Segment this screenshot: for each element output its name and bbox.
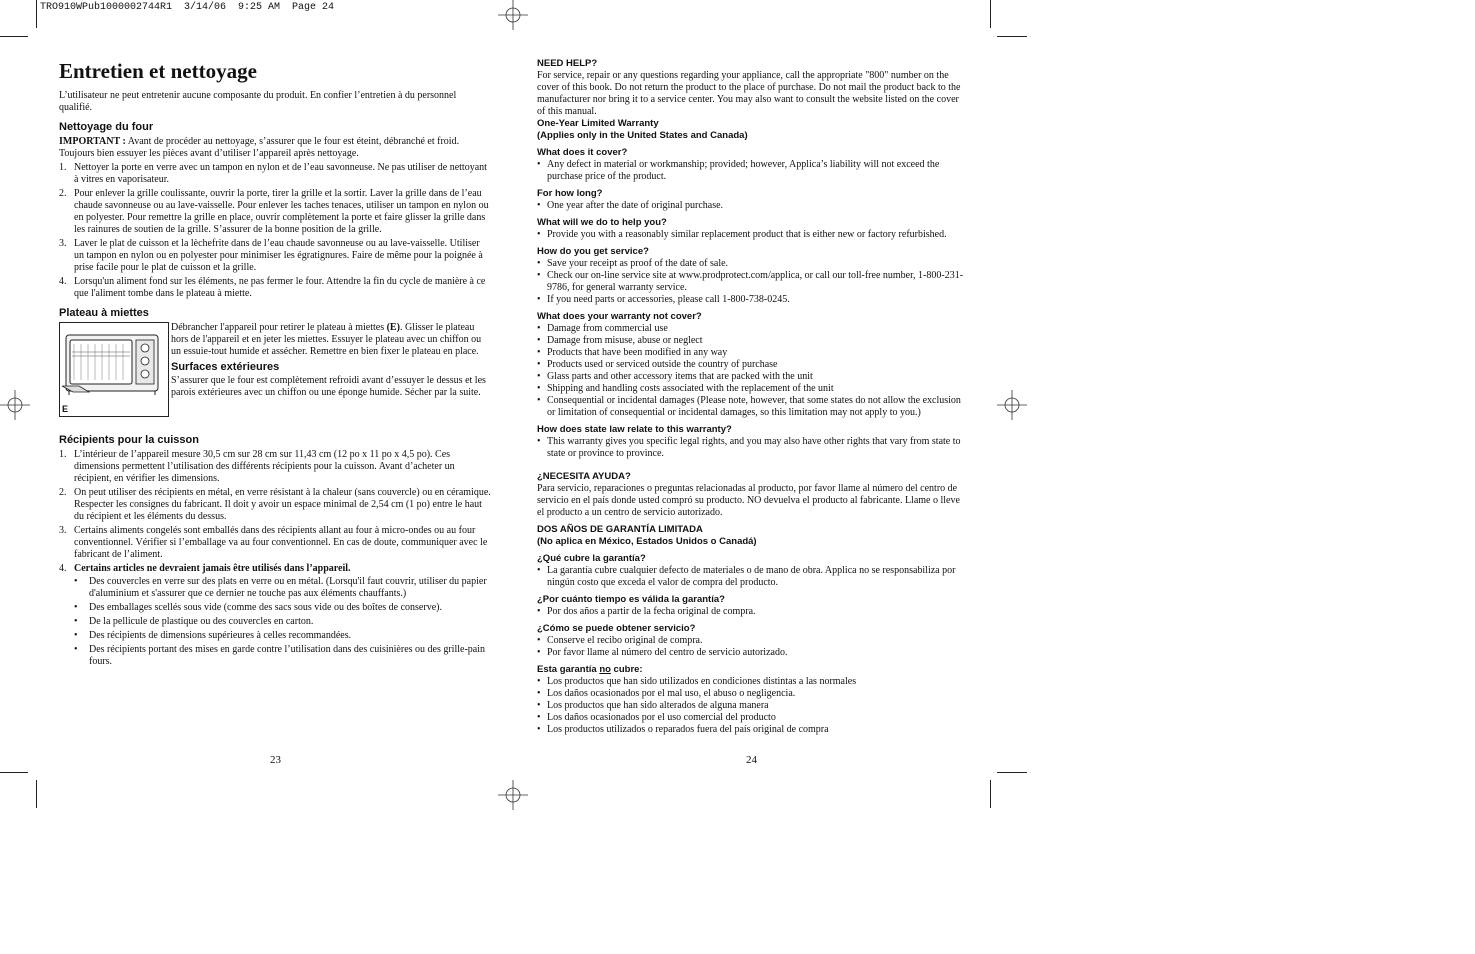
exterior-surfaces-heading: Surfaces extérieures — [171, 361, 280, 373]
warranty-section — [537, 424, 969, 460]
list-item: • Products that have been modified in any way — [537, 347, 969, 359]
oven-cleaning-heading: Nettoyage du four — [59, 121, 154, 133]
warranty-question: ¿Qué cubre la garantía? — [537, 553, 646, 564]
list-item: 3. Laver le plat de cuisson et la lèchefrite dans de l’eau chaude savonneuse ou au lave-vaisselle. Utiliser un tampon en nylon ou en polyester pour minimiser les égratignures. Faire de même pour la poignée à prise facile pour le plat de cuisson et la grille. — [59, 238, 483, 273]
warranty-section — [537, 246, 969, 306]
crumb-tray-text: Débrancher l'appareil pour retirer le plateau à miettes (E). Glisser le plateau hors de l'appareil et en jeter les miettes. Essuyer le plateau avec un chiffon ou un essuie-tout humide et assécher. Remettre en bien fixer le plateau en place. — [171, 322, 482, 357]
list-item: 4. Certains articles ne devraient jamais être utilisés dans l’appareil. • Des couvercles en verre sur des plats en verre ou en métal. (Lorsqu'il faut couvrir, utiliser du papier d'aluminium et s'assurer que ce dernier ne touche pas aux éléments chauffants.) • Des emballages scellés sous vide (comme des sacs sous vide ou des boîtes de conserve). • De la pellicule de plastique ou des couvercles en carton. • Des récipients de dimensions supérieures à celles recommandées. • Des récipients portant des mises en garde contre l’utilisation dans des cuisinières ou des grille-pain fours. — [59, 563, 491, 668]
important-text: Avant de procéder au nettoyage, s’assurer que le four est éteint, débranché et froid. Toujours bien essuyer les pièces avant d’utiliser l’appareil après nettoyage. — [59, 136, 460, 159]
never-use-list — [74, 576, 491, 668]
important-label: IMPORTANT : — [59, 136, 126, 147]
warranty-question: What does it cover? — [537, 147, 628, 158]
list-item: • Provide you with a reasonably similar replacement product that is either new or factory refurbished. — [537, 229, 969, 241]
list-item: • Los daños ocasionados por el mal uso, el abuso o negligencia. — [537, 688, 969, 700]
es-warranty-heading: DOS AÑOS DE GARANTÍA LIMITADA — [537, 524, 703, 535]
list-item: • Damage from commercial use — [537, 323, 969, 335]
page-number-right: 24 — [746, 754, 757, 766]
list-item: • Los daños ocasionados por el uso comercial del producto — [537, 712, 969, 724]
list-item: • Consequential or incidental damages (Please note, however, that some states do not allow the exclusion or limitation of consequential or incidental damages, so this limitation may not apply to you.) — [537, 395, 969, 419]
exterior-surfaces-text: S’assurer que le four est complètement refroidi avant d’essuyer le dessus et les parois extérieures avec un chiffon ou une éponge humide. Sécher par la suite. — [171, 375, 486, 398]
intro-text: L’utilisateur ne peut entretenir aucune composante du produit. En confier l’entretien à du personnel qualifié. — [59, 90, 457, 113]
warranty-section — [537, 311, 969, 419]
list-item: • Products used or serviced outside the country of purchase — [537, 359, 969, 371]
list-item: • Des récipients portant des mises en garde contre l’utilisation dans des cuisinières ou des grille-pain fours. — [74, 644, 491, 668]
crop-mark — [990, 780, 991, 808]
list-item: • Por favor llame al número del centro de servicio autorizado. — [537, 647, 969, 659]
es-warranty-section — [537, 623, 969, 659]
es-not-cover-heading: Esta garantía no cubre: — [537, 664, 643, 675]
registration-mark-icon — [0, 390, 30, 420]
crop-mark — [997, 772, 1027, 773]
list-item: • Des couvercles en verre sur des plats en verre ou en métal. (Lorsqu'il faut couvrir, utiliser du papier d'aluminium et s'assurer que ce dernier ne touche pas aux éléments chauffants.) — [74, 576, 491, 600]
warranty-question: For how long? — [537, 188, 603, 199]
warranty-question: ¿Cómo se puede obtener servicio? — [537, 623, 696, 634]
list-item: • Des emballages scellés sous vide (comme des sacs sous vide ou des boîtes de conserve). — [74, 602, 491, 614]
warranty-subheading: (Applies only in the United States and Canada) — [537, 130, 748, 141]
warranty-question: What does your warranty not cover? — [537, 311, 702, 322]
crop-mark — [997, 36, 1027, 37]
list-item: • La garantía cubre cualquier defecto de materiales o de mano de obra. Applica no se responsabiliza por ningún costo que exceda el valor de compra del producto. — [537, 565, 969, 589]
right-page — [537, 58, 969, 736]
list-item: • Por dos años a partir de la fecha original de compra. — [537, 606, 969, 618]
es-need-help-heading: ¿NECESITA AYUDA? — [537, 471, 631, 482]
crop-mark — [990, 0, 991, 28]
list-item: 1. Nettoyer la porte en verre avec un tampon en nylon et de l’eau savonneuse. Ne pas utiliser de nettoyant à vitres en vaporisateur. — [59, 162, 487, 185]
registration-mark-icon — [498, 780, 528, 810]
registration-mark-icon — [498, 0, 528, 30]
warranty-section — [537, 147, 969, 183]
oven-steps-list — [59, 162, 491, 300]
warranty-question: ¿Por cuánto tiempo es válida la garantía? — [537, 594, 725, 605]
list-item: 2. On peut utiliser des récipients en métal, en verre résistant à la chaleur (sans couvercle) ou en céramique. Respecter les consignes du fabricant. Il doit y avoir un espace minimal de 2,54 cm (1 po) entre le haut du récipient et les éléments du dessus. — [59, 487, 491, 522]
important-note — [59, 136, 491, 160]
page-number-left: 23 — [270, 754, 281, 766]
never-use-title: Certains articles ne devraient jamais être utilisés dans l’appareil. — [74, 563, 351, 574]
cooking-containers-heading: Récipients pour la cuisson — [59, 434, 199, 446]
crop-mark — [0, 36, 28, 37]
es-warranty-subheading: (No aplica en México, Estados Unidos o Canadá) — [537, 536, 757, 547]
crop-mark — [36, 780, 37, 808]
list-item: • De la pellicule de plastique ou des couvercles en carton. — [74, 616, 491, 628]
registration-mark-icon — [997, 390, 1027, 420]
list-item: • Glass parts and other accessory items that are packed with the unit — [537, 371, 969, 383]
list-item: • If you need parts or accessories, please call 1-800-738-0245. — [537, 294, 969, 306]
warranty-section — [537, 217, 969, 241]
warranty-question: What will we do to help you? — [537, 217, 667, 228]
list-item: • Save your receipt as proof of the date of sale. — [537, 258, 969, 270]
es-warranty-section — [537, 553, 969, 589]
warranty-question: How does state law relate to this warranty? — [537, 424, 732, 435]
warranty-section — [537, 188, 969, 212]
containers-steps-list — [59, 449, 491, 668]
list-item: • Los productos que han sido alterados de alguna manera — [537, 700, 969, 712]
list-item: • Shipping and handling costs associated with the replacement of the unit — [537, 383, 969, 395]
print-slug: TRO910WPub1000002744R1 3/14/06 9:25 AM Page 24 — [40, 2, 335, 13]
list-item: • Los productos que han sido utilizados en condiciones distintas a las normales — [537, 676, 969, 688]
list-item: 1. L’intérieur de l’appareil mesure 30,5 cm sur 28 cm sur 11,43 cm (12 po x 11 po x 4,5 po). Ces dimensions permettent l’utilisation des différents récipients pour la cuisson. Avant d’acheter un récipient, en vérifier les dimensions. — [59, 449, 455, 484]
toaster-oven-illustration-icon — [59, 322, 169, 417]
list-item: 3. Certains aliments congelés sont emballés dans des récipients allant au four à micro-ondes ou au four conventionnel. Vérifier si l’emballage va au four conventionnel. En cas de doute, communiquer avec le fabricant de l’aliment. — [59, 525, 488, 560]
list-item: • Conserve el recibo original de compra. — [537, 635, 969, 647]
crumb-tray-text-block — [171, 322, 491, 399]
list-item: • This warranty gives you specific legal rights, and you may also have other rights that vary from state to state or province to province. — [537, 436, 969, 460]
list-item: • Check our on-line service site at www.prodprotect.com/applica, or call our toll-free number, 1-800-231-9786, for general warranty service. — [537, 270, 969, 294]
es-warranty-section — [537, 594, 969, 618]
crop-mark — [0, 772, 28, 773]
list-item: • One year after the date of original purchase. — [537, 200, 969, 212]
page-title: Entretien et nettoyage — [59, 59, 257, 83]
list-item: • Des récipients de dimensions supérieures à celles recommandées. — [74, 630, 491, 642]
list-item: 2. Pour enlever la grille coulissante, ouvrir la porte, tirer la grille et la sortir. Laver la grille dans de l’eau chaude savonneuse ou au lave-vaisselle. Pour enlever les taches tenaces, utiliser un tampon en nylon ou en polyester. Pour remettre la grille en place, ouvrir complètement la porte et faire glisser la grille dans les rainures de soutien de la grille. S’assurer de la bonne position de la grille. — [59, 188, 489, 235]
crop-mark — [36, 0, 37, 28]
warranty-question: How do you get service? — [537, 246, 649, 257]
list-item: 4. Lorsqu'un aliment fond sur les éléments, ne pas fermer le four. Attendre la fin du cycle de manière à ce que l'aliment tombe dans le plateau à miette. — [59, 276, 486, 299]
list-item: • Los productos utilizados o reparados fuera del país original de compra — [537, 724, 969, 736]
crumb-tray-section — [59, 322, 491, 427]
left-page — [59, 58, 491, 670]
need-help-text: For service, repair or any questions regarding your appliance, call the appropriate "800" number on the cover of this book. Do not return the product to the place of purchase. Do not mail the product back to the manufacturer nor bring it to a service center. You may also want to consult the website listed on the cover of this manual. — [537, 70, 961, 117]
list-item: • Any defect in material or workmanship; provided; however, Applica’s liability will not exceed the purchase price of the product. — [537, 159, 969, 183]
warranty-heading: One-Year Limited Warranty — [537, 118, 659, 129]
es-warranty-section — [537, 664, 969, 736]
crumb-tray-heading: Plateau à miettes — [59, 307, 149, 319]
es-need-help-text: Para servicio, reparaciones o preguntas relacionadas al producto, por favor llame al número del centro de servicio en el país donde usted compró su producto. NO devuelva el producto al fabricante. Llame o lleve el producto a un centro de servicio autorizado. — [537, 483, 960, 518]
list-item: • Damage from misuse, abuse or neglect — [537, 335, 969, 347]
need-help-heading: NEED HELP? — [537, 58, 598, 69]
figure-label: E — [62, 404, 69, 414]
